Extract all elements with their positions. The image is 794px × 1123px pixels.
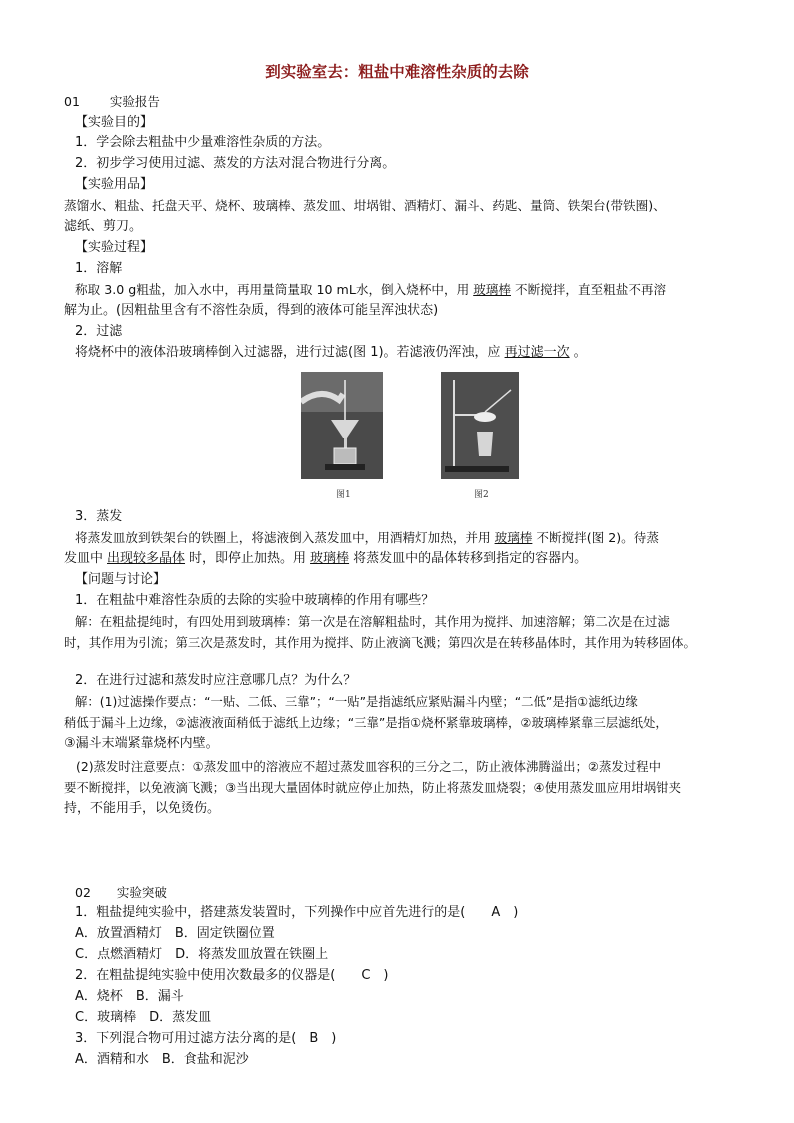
step-text: 。: [573, 345, 587, 360]
materials-text: 蒸馏水、粗盐、托盘天平、烧杯、玻璃棒、蒸发皿、坩埚钳、酒精灯、漏斗、药匙、量筒、铁架台(带铁圈)、: [64, 198, 666, 213]
discussion-heading: 【问题与讨论】: [75, 572, 167, 587]
exercise-3-options: A．酒精和水 B．食盐和泥沙: [75, 1052, 249, 1067]
answer-2-line: 解：(1)过滤操作要点：“一贴、二低、三靠”；“一贴”是指滤纸应紧贴漏斗内壁；“二低”是指①滤纸边缘: [75, 694, 638, 709]
filtration-illustration: [301, 372, 383, 479]
answer-1-line: 时，其作用为引流；第三次是蒸发时，其作用为搅拌、防止液滴飞溅；第四次是在转移晶体时，其作用为转移固体。: [64, 635, 696, 650]
exercise-2-options: A．烧杯 B．漏斗: [75, 989, 184, 1004]
section-heading-report: [64, 92, 764, 111]
step-text: 将蒸发皿中的晶体转移到指定的容器内。: [353, 551, 588, 566]
step-text: 将蒸发皿放到铁架台的铁圈上，将滤液倒入蒸发皿中，用酒精灯加热，并用: [75, 530, 491, 545]
step-text: 时，即停止加热。用: [189, 551, 307, 566]
step-text-dissolve-cont: 解为止。(因粗盐里含有不溶性杂质，得到的液体可能呈浑浊状态): [64, 303, 439, 318]
step-title-evaporate: 3．蒸发: [75, 509, 123, 524]
answer-2-line: (2)蒸发时注意要点：①蒸发皿中的溶液应不超过蒸发皿容积的三分之二，防止液体沸腾溢出；②蒸发过程中: [76, 759, 661, 774]
step-text-evaporate-cont: [64, 549, 764, 568]
exercise-2: 2．在粗盐提纯实验中使用次数最多的仪器是( C ): [75, 968, 389, 983]
answer-blank: 玻璃棒: [473, 282, 511, 297]
step-text: 不断搅拌，直至粗盐不再溶: [514, 282, 667, 297]
figure-2-caption: 图2: [474, 490, 489, 500]
purpose-item: 2．初步学习使用过滤、蒸发的方法对混合物进行分离。: [75, 156, 396, 171]
answer-blank: 玻璃棒: [310, 551, 350, 566]
answer-2-line: 要不断搅拌，以免液滴飞溅；③当出现大量固体时就应停止加热，防止将蒸发皿烧裂；④使用蒸发皿应用坩埚钳夹: [64, 780, 681, 795]
answer-1-line: 解：在粗盐提纯时，有四处用到玻璃棒：第一次是在溶解粗盐时，其作用为搅拌、加速溶解；第二次是在过滤: [75, 614, 670, 629]
step-text-dissolve: [75, 280, 775, 299]
step-text: 不断搅拌(图 2)。待蒸: [536, 530, 659, 545]
section-name: 实验突破: [116, 885, 167, 900]
figure-1-filtration-photo: [301, 372, 383, 479]
page-title: 到实验室去：粗盐中难溶性杂质的去除: [265, 62, 529, 81]
step-text-filter: [75, 343, 775, 362]
step-text: 称取 3.0 g粗盐，加入水中，再用量筒量取 10 mL水，倒入烧杯中，用: [75, 282, 470, 297]
exercise-1-options: A．放置酒精灯 B．固定铁圈位置: [75, 926, 275, 941]
answer-2-line: 持，不能用手，以免烫伤。: [64, 801, 221, 816]
answer-2-line: ③漏斗末端紧靠烧杯内壁。: [64, 736, 219, 751]
exercise-1-options: C．点燃酒精灯 D．将蒸发皿放置在铁圈上: [75, 947, 329, 962]
section-number: 01: [64, 94, 80, 109]
figure-1-caption: 图1: [336, 490, 351, 500]
step-text: 发皿中: [64, 551, 104, 566]
section-heading-practice: [75, 883, 775, 902]
exercise-1: 1．粗盐提纯实验中，搭建蒸发装置时，下列操作中应首先进行的是( A ): [75, 905, 519, 920]
answer-2-line: 稍低于漏斗上边缘，②滤液液面稍低于滤纸上边缘；“三靠”是指①烧杯紧靠玻璃棒，②玻璃棒紧靠三层滤纸处，: [64, 715, 668, 730]
section-number: 02: [75, 885, 91, 900]
answer-blank: 再过滤一次: [504, 345, 570, 360]
step-title-dissolve: 1．溶解: [75, 261, 123, 276]
materials-heading: 【实验用品】: [75, 177, 154, 192]
step-title-filter: 2．过滤: [75, 324, 123, 339]
step-text: 将烧杯中的液体沿玻璃棒倒入过滤器，进行过滤(图 1)。若滤液仍浑浊，应: [75, 345, 501, 360]
evaporation-illustration: [441, 372, 519, 479]
answer-blank: 玻璃棒: [494, 530, 533, 545]
answer-blank: 出现较多晶体: [107, 551, 186, 566]
exercise-3: 3．下列混合物可用过滤方法分离的是( B ): [75, 1031, 337, 1046]
purpose-item: 1．学会除去粗盐中少量难溶性杂质的方法。: [75, 135, 331, 150]
question-2: 2．在进行过滤和蒸发时应注意哪几点？为什么？: [75, 673, 357, 688]
purpose-heading: 【实验目的】: [75, 115, 154, 130]
materials-text: 滤纸、剪刀。: [64, 219, 143, 234]
process-heading: 【实验过程】: [75, 240, 154, 255]
question-1: 1．在粗盐中难溶性杂质的去除的实验中玻璃棒的作用有哪些？: [75, 593, 435, 608]
figure-2-evaporation-photo: [441, 372, 519, 479]
section-name: 实验报告: [109, 94, 160, 109]
step-text-evaporate: [75, 528, 775, 547]
exercise-2-options: C．玻璃棒 D．蒸发皿: [75, 1010, 212, 1025]
